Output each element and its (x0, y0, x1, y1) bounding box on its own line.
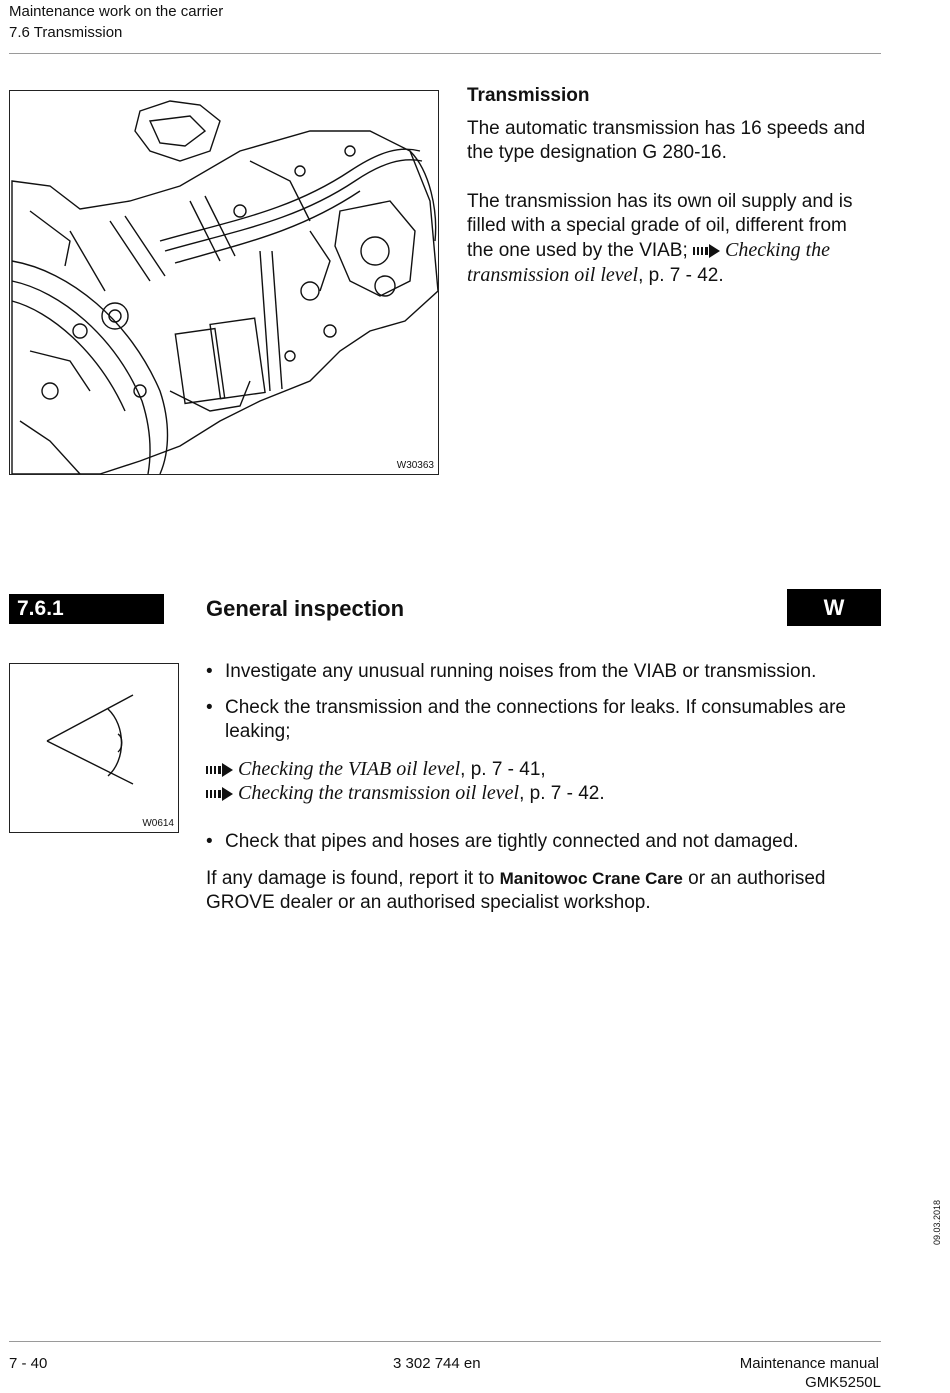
section-title: General inspection (206, 596, 405, 621)
bullet-dot: • (206, 697, 213, 718)
reference-line (206, 757, 546, 782)
bullet-text-line1: Check the transmission and the connections for leaks. If consumables are (225, 697, 846, 718)
intro-heading: Transmission (467, 85, 590, 106)
reference-arrow-icon (206, 787, 234, 801)
intro-para1: The automatic transmission has 16 speeds and the type designation G 280-16. (467, 118, 866, 163)
footer-rule (9, 1341, 881, 1342)
header-section: 7.6 Transmission (9, 24, 123, 41)
para2-line1: The transmission has its own oil supply and is (467, 191, 853, 212)
damage-tail: or an authorised (688, 868, 826, 889)
bullet-dot: • (206, 831, 213, 852)
intro-para2 (467, 190, 881, 288)
reference-link[interactable]: Checking the VIAB oil level (238, 758, 461, 780)
eye-icon (10, 664, 178, 832)
brand-name: Manitowoc Crane Care (499, 869, 683, 888)
bullet-item (206, 830, 905, 854)
transmission-figure (9, 90, 439, 475)
bullet-item (206, 660, 905, 684)
side-date: 09.03.2018 (932, 1199, 942, 1245)
footer-doc-number: 3 302 744 en (393, 1355, 481, 1372)
eye-figure (9, 663, 179, 833)
header-rule (9, 53, 881, 54)
reference-arrow-icon (693, 244, 721, 258)
para2-link-b[interactable]: transmission oil level (467, 264, 639, 286)
para2-line4 (467, 263, 881, 288)
bullet-text-line2: leaking; (225, 721, 291, 742)
figure-label: W30363 (396, 460, 434, 471)
figure-label: W0614 (142, 818, 174, 829)
para2-line3 (467, 238, 881, 263)
reference-arrow-icon (206, 763, 234, 777)
maintenance-badge: W (787, 589, 881, 626)
reference-link[interactable]: Checking the transmission oil level (238, 782, 520, 804)
para2-lead: the one used by the VIAB; (467, 240, 688, 261)
bullet-dot: • (206, 661, 213, 682)
header-chapter: Maintenance work on the carrier (9, 3, 224, 20)
para2-link-a[interactable]: Checking the (725, 239, 831, 261)
bullet-text: Check that pipes and hoses are tightly connected and not damaged. (225, 831, 799, 852)
reference-line (206, 781, 605, 806)
bullet-text: Investigate any unusual running noises from the VIAB or transmission. (225, 661, 817, 682)
section-number: 7.6.1 (9, 594, 164, 624)
transmission-drawing (10, 91, 438, 474)
footer-manual: Maintenance manual (739, 1355, 879, 1372)
footer-model: GMK5250L (805, 1374, 881, 1391)
damage-paragraph (206, 867, 886, 915)
damage-lead: If any damage is found, report it to (206, 868, 495, 889)
bullet-item (206, 696, 905, 744)
damage-line1 (206, 867, 886, 891)
damage-line2: GROVE dealer or an authorised specialist workshop. (206, 892, 651, 913)
para2-tail: , p. 7 - 42. (638, 265, 724, 286)
footer-page-number: 7 - 40 (9, 1355, 48, 1372)
reference-page: , p. 7 - 42. (519, 783, 605, 804)
para2-line2: filled with a special grade of oil, different from (467, 215, 847, 236)
reference-page: , p. 7 - 41, (460, 759, 546, 780)
